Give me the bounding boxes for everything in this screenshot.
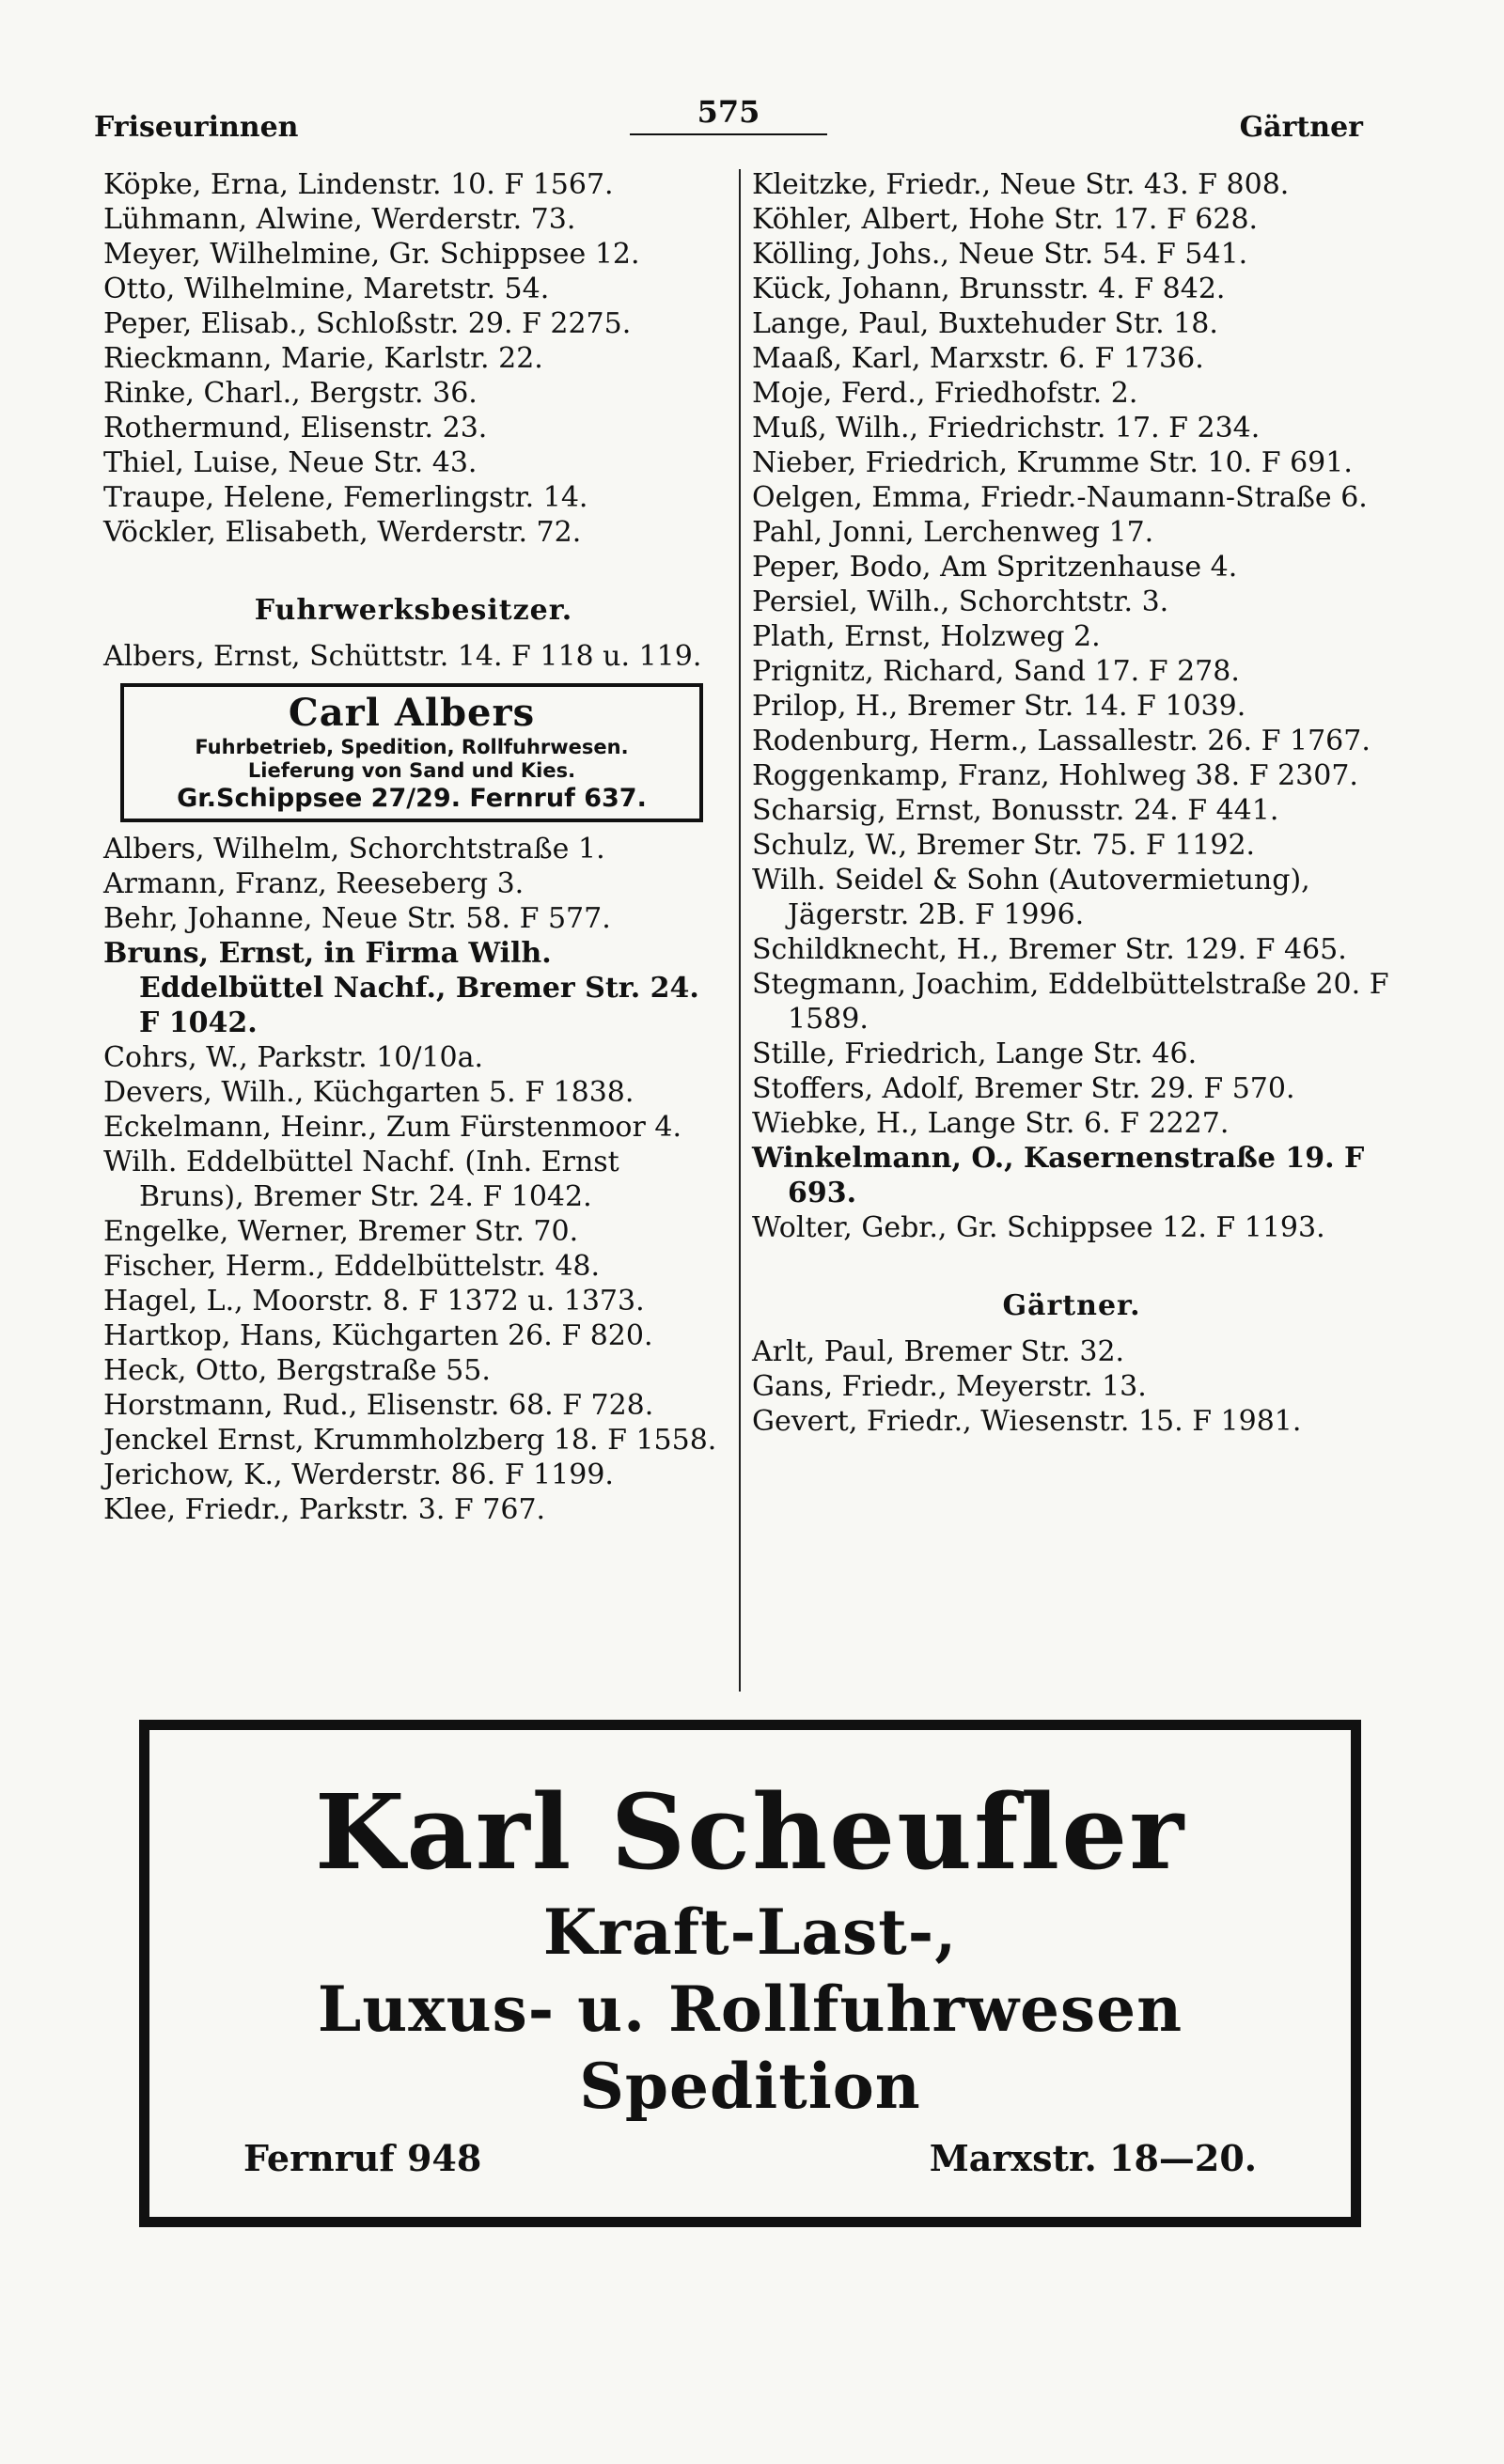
list-entry: Bruns, Ernst, in Firma Wilh. Eddelbüttel Nachf., Bremer Str. 24. F 1042. <box>103 937 699 1039</box>
list-entry: Lühmann, Alwine, Werderstr. 73. <box>103 203 576 236</box>
list-entry: Stoffers, Adolf, Bremer Str. 29. F 570. <box>752 1072 1295 1105</box>
ad-address: Marxstr. 18—20. <box>929 2137 1257 2179</box>
left-column <box>103 167 724 1527</box>
list-entry: Cohrs, W., Parkstr. 10/10a. <box>103 1041 484 1074</box>
entries-after-ad <box>103 832 724 1527</box>
ad-service-line: Luxus- u. Rollfuhrwesen <box>317 1973 1183 2046</box>
ad-title: Carl Albers <box>288 691 536 735</box>
list-entry: Hagel, L., Moorstr. 8. F 1372 u. 1373. <box>103 1285 645 1318</box>
list-entry: Oelgen, Emma, Friedr.-Naumann-Straße 6. <box>752 481 1368 514</box>
ad-line: Lieferung von Sand und Kies. <box>247 759 576 782</box>
entries-top <box>103 167 724 550</box>
list-entry: Armann, Franz, Reeseberg 3. <box>103 867 525 900</box>
section-heading-fuhrwerksbesitzer: Fuhrwerksbesitzer. <box>254 594 573 627</box>
list-entry: Fischer, Herm., Eddelbüttelstr. 48. <box>103 1250 601 1283</box>
list-entry: Köhler, Albert, Hohe Str. 17. F 628. <box>752 203 1259 236</box>
list-entry: Wilh. Seidel & Sohn (Autovermietung), Jägerstr. 2B. F 1996. <box>752 864 1310 931</box>
list-entry: Wiebke, H., Lange Str. 6. F 2227. <box>752 1107 1230 1140</box>
list-entry: Köpke, Erna, Lindenstr. 10. F 1567. <box>103 168 614 201</box>
advertisement-karl-scheufler <box>139 1720 1361 2227</box>
list-entry: Stegmann, Joachim, Eddelbüttelstraße 20. F 1589. <box>752 968 1389 1036</box>
list-entry: Stille, Friedrich, Lange Str. 46. <box>752 1037 1198 1070</box>
list-entry: Jerichow, K., Werderstr. 86. F 1199. <box>103 1458 614 1491</box>
list-entry: Winkelmann, O., Kasernenstraße 19. F 693. <box>752 1142 1365 1209</box>
list-entry: Albers, Wilhelm, Schorchtstraße 1. <box>103 833 605 866</box>
list-entry: Rodenburg, Herm., Lassallestr. 26. F 1767. <box>752 725 1371 757</box>
ad-contact: Gr.Schippsee 27/29. Fernruf 637. <box>177 784 647 813</box>
list-entry: Kölling, Johs., Neue Str. 54. F 541. <box>752 238 1248 271</box>
page-number: 575 <box>630 94 827 135</box>
list-entry: Hartkop, Hans, Küchgarten 26. F 820. <box>103 1319 653 1352</box>
list-entry: Muß, Wilh., Friedrichstr. 17. F 234. <box>752 412 1261 444</box>
right-column <box>752 167 1391 1439</box>
advertisement-carl-albers <box>120 683 703 822</box>
list-entry: Lange, Paul, Buxtehuder Str. 18. <box>752 307 1218 340</box>
header-right-category: Gärtner <box>1239 111 1363 144</box>
list-entry: Albers, Ernst, Schüttstr. 14. F 118 u. 119. <box>103 640 702 673</box>
list-entry: Klee, Friedr., Parkstr. 3. F 767. <box>103 1493 546 1526</box>
column-divider <box>739 169 741 1692</box>
list-entry: Wilh. Eddelbüttel Nachf. (Inh. Ernst Bruns), Bremer Str. 24. F 1042. <box>103 1146 619 1213</box>
list-entry: Kleitzke, Friedr., Neue Str. 43. F 808. <box>752 168 1290 201</box>
list-entry: Persiel, Wilh., Schorchtstr. 3. <box>752 585 1169 618</box>
list-entry: Pahl, Jonni, Lerchenweg 17. <box>752 516 1154 549</box>
list-entry: Peper, Elisab., Schloßstr. 29. F 2275. <box>103 307 632 340</box>
list-entry: Peper, Bodo, Am Spritzenhause 4. <box>752 551 1238 584</box>
list-entry: Heck, Otto, Bergstraße 55. <box>103 1354 491 1387</box>
list-entry: Devers, Wilh., Küchgarten 5. F 1838. <box>103 1076 634 1109</box>
list-entry: Engelke, Werner, Bremer Str. 70. <box>103 1215 579 1248</box>
section-heading-gaertner: Gärtner. <box>1002 1289 1141 1322</box>
list-entry: Plath, Ernst, Holzweg 2. <box>752 620 1101 653</box>
entries-right <box>752 167 1391 1245</box>
list-entry: Wolter, Gebr., Gr. Schippsee 12. F 1193. <box>752 1211 1325 1244</box>
page-header <box>94 94 1363 150</box>
list-entry: Otto, Wilhelmine, Maretstr. 54. <box>103 273 550 305</box>
list-entry: Eckelmann, Heinr., Zum Fürstenmoor 4. <box>103 1111 682 1144</box>
list-entry: Thiel, Luise, Neue Str. 43. <box>103 446 478 479</box>
entries-gaertner <box>752 1334 1391 1439</box>
ad-phone: Fernruf 948 <box>243 2137 482 2179</box>
list-entry: Rothermund, Elisenstr. 23. <box>103 412 488 444</box>
list-entry: Vöckler, Elisabeth, Werderstr. 72. <box>103 516 582 549</box>
list-entry: Jenckel Ernst, Krummholzberg 18. F 1558. <box>103 1424 717 1457</box>
list-entry: Roggenkamp, Franz, Hohlweg 38. F 2307. <box>752 759 1358 792</box>
ad-company-name: Karl Scheufler <box>314 1771 1186 1893</box>
list-entry: Meyer, Wilhelmine, Gr. Schippsee 12. <box>103 238 640 271</box>
list-entry: Nieber, Friedrich, Krumme Str. 10. F 691. <box>752 446 1353 479</box>
list-entry: Arlt, Paul, Bremer Str. 32. <box>752 1335 1125 1368</box>
list-entry: Schildknecht, H., Bremer Str. 129. F 465. <box>752 933 1347 966</box>
list-entry: Moje, Ferd., Friedhofstr. 2. <box>752 377 1138 410</box>
list-entry: Gans, Friedr., Meyerstr. 13. <box>752 1370 1147 1403</box>
list-entry: Traupe, Helene, Femerlingstr. 14. <box>103 481 588 514</box>
ad-service-line: Kraft-Last-, <box>542 1895 958 1969</box>
list-entry: Prignitz, Richard, Sand 17. F 278. <box>752 655 1240 688</box>
list-entry: Rinke, Charl., Bergstr. 36. <box>103 377 478 410</box>
list-entry: Maaß, Karl, Marxstr. 6. F 1736. <box>752 342 1204 375</box>
list-entry: Gevert, Friedr., Wiesenstr. 15. F 1981. <box>752 1405 1302 1438</box>
list-entry: Horstmann, Rud., Elisenstr. 68. F 728. <box>103 1389 654 1422</box>
list-entry: Behr, Johanne, Neue Str. 58. F 577. <box>103 902 611 935</box>
list-entry: Rieckmann, Marie, Karlstr. 22. <box>103 342 543 375</box>
list-entry: Schulz, W., Bremer Str. 75. F 1192. <box>752 829 1256 862</box>
list-entry: Prilop, H., Bremer Str. 14. F 1039. <box>752 690 1246 723</box>
header-left-category: Friseurinnen <box>94 111 299 144</box>
ad-service-line: Spedition <box>579 2050 921 2123</box>
ad-line: Fuhrbetrieb, Spedition, Rollfuhrwesen. <box>195 736 629 758</box>
list-entry: Kück, Johann, Brunsstr. 4. F 842. <box>752 273 1226 305</box>
list-entry: Scharsig, Ernst, Bonusstr. 24. F 441. <box>752 794 1279 827</box>
